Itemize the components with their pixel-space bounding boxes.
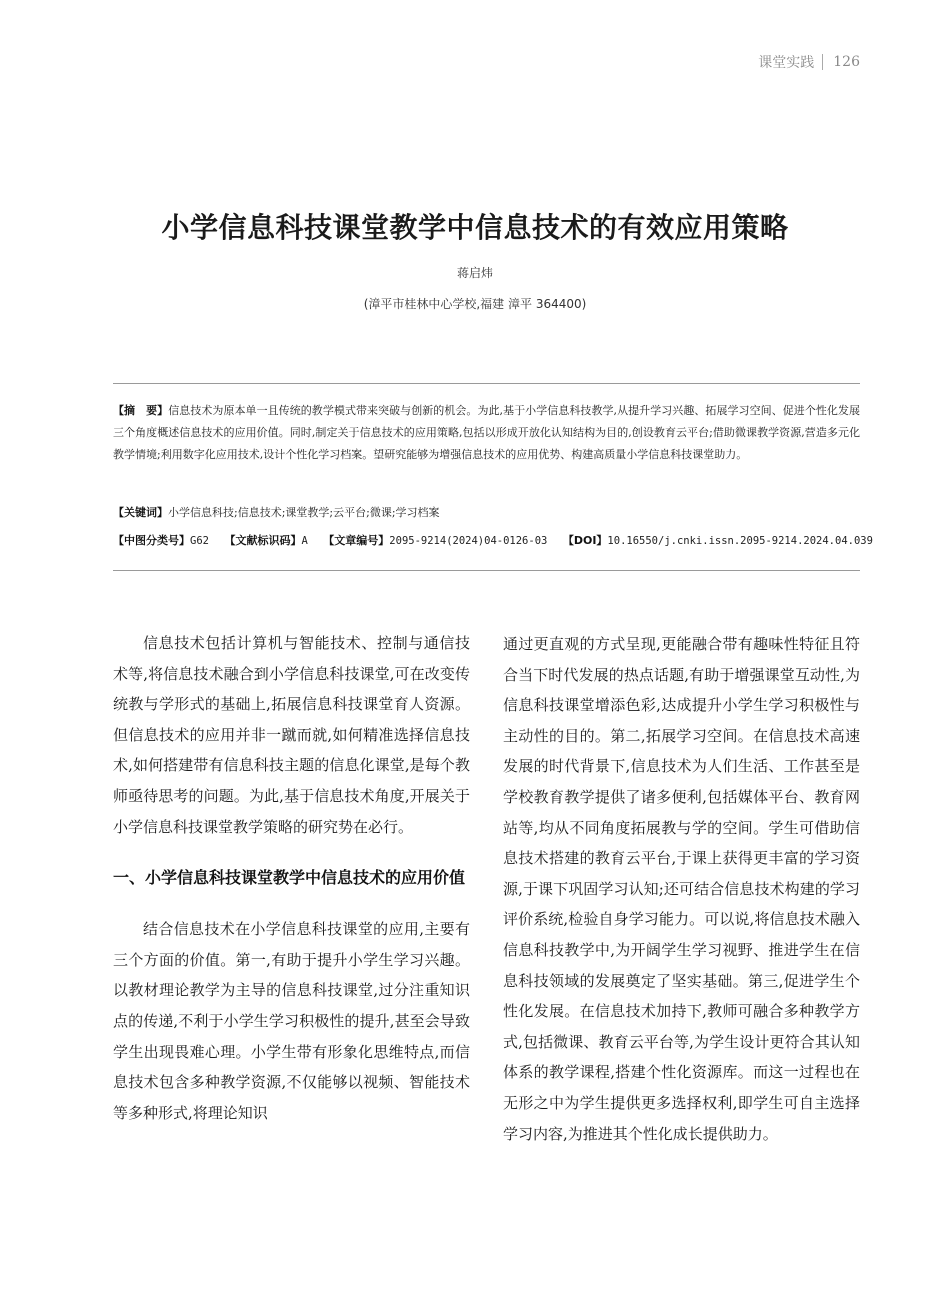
- body-column-right: [503, 629, 860, 1149]
- section-paragraph: 结合信息技术在小学信息科技课堂的应用,主要有三个方面的价值。第一,有助于提升小学生学习兴趣。以教材理论教学为主导的信息科技课堂,过分注重知识点的传递,不利于小学生学习积极性的提升,甚至会导致学生出现畏难心理。小学生带有形象化思维特点,而信息技术包含多种教学资源,不仅能够以视频、智能技术等多种形式,将理论知识: [113, 920, 470, 1122]
- doi-label: 【DOI】: [562, 534, 608, 547]
- bottom-rule: [113, 570, 860, 571]
- continuation-paragraph: 通过更直观的方式呈现,更能融合带有趣味性特征且符合当下时代发展的热点话题,有助于增强课堂互动性,为信息科技课堂增添色彩,达成提升小学生学习积极性与主动性的目的。第二,拓展学习空间。在信息技术高速发展的时代背景下,信息技术为人们生活、工作甚至是学校教育教学提供了诸多便利,包括媒体平台、教育网站等,均从不同角度拓展教与学的空间。学生可借助信息技术搭建的教育云平台,于课上获得更丰富的学习资源,于课下巩固学习认知;还可结合信息技术构建的学习评价系统,检验自身学习能力。可以说,将信息技术融入信息科技教学中,为开阔学生学习视野、推进学生在信息科技领域的发展奠定了坚实基础。第三,促进学生个性化发展。在信息技术加持下,教师可融合多种教学方式,包括微课、教育云平台等,为学生设计更符合其认知体系的教学课程,搭建个性化资源库。而这一过程也在无形之中为学生提供更多选择权利,即学生可自主选择学习内容,为推进其个性化成长提供助力。: [503, 635, 860, 1143]
- intro-paragraph: 信息技术包括计算机与智能技术、控制与通信技术等,将信息技术融合到小学信息科技课堂,可在改变传统教与学形式的基础上,拓展信息科技课堂育人资源。但信息技术的应用并非一蹴而就,如何精准选择信息技术,如何搭建带有信息科技主题的信息化课堂,是每个教师亟待思考的问题。为此,基于信息技术角度,开展关于小学信息科技课堂教学策略的研究势在必行。: [113, 634, 470, 836]
- keywords-label: 【关键词】: [113, 506, 168, 519]
- keywords-text: 小学信息科技;信息技术;课堂教学;云平台;微课;学习档案: [168, 506, 440, 519]
- abstract-block: [113, 400, 860, 466]
- article-no-value: 2095-9214(2024)04-0126-03: [389, 535, 548, 547]
- classification-meta: [113, 530, 873, 552]
- section-heading: 一、小学信息科技课堂教学中信息技术的应用价值: [113, 868, 466, 888]
- top-rule: [113, 383, 860, 384]
- keywords-block: [113, 502, 860, 524]
- author-affiliation: (漳平市桂林中心学校,福建 漳平 364400): [363, 297, 587, 311]
- article-title: 小学信息科技课堂教学中信息技术的有效应用策略: [161, 211, 789, 244]
- clc-value: G62: [190, 535, 209, 547]
- body-column-left: [113, 628, 470, 1128]
- page-number: 126: [833, 54, 860, 70]
- abstract-label: 【摘 要】: [113, 404, 169, 417]
- abstract-text: 信息技术为原本单一且传统的教学模式带来突破与创新的机会。为此,基于小学信息科技教学,从提升学习兴趣、拓展学习空间、促进个性化发展三个角度概述信息技术的应用价值。同时,制定关于信息技术的应用策略,包括以形成开放化认知结构为目的,创设教育云平台;借助微课教学资源,营造多元化教学情境;利用数字化应用技术,设计个性化学习档案。望研究能够为增强信息技术的应用优势、构建高质量小学信息科技课堂助力。: [113, 404, 861, 461]
- doc-code-value: A: [301, 535, 308, 547]
- clc-label: 【中图分类号】: [113, 534, 190, 547]
- running-header: [758, 52, 860, 72]
- section-name: 课堂实践: [758, 55, 815, 71]
- article-no-label: 【文章编号】: [323, 534, 390, 547]
- doi-value: 10.16550/j.cnki.issn.2095-9214.2024.04.039: [607, 535, 873, 547]
- author-name: 蒋启炜: [456, 266, 493, 280]
- doc-code-label: 【文献标识码】: [224, 534, 302, 547]
- header-divider: [822, 54, 823, 70]
